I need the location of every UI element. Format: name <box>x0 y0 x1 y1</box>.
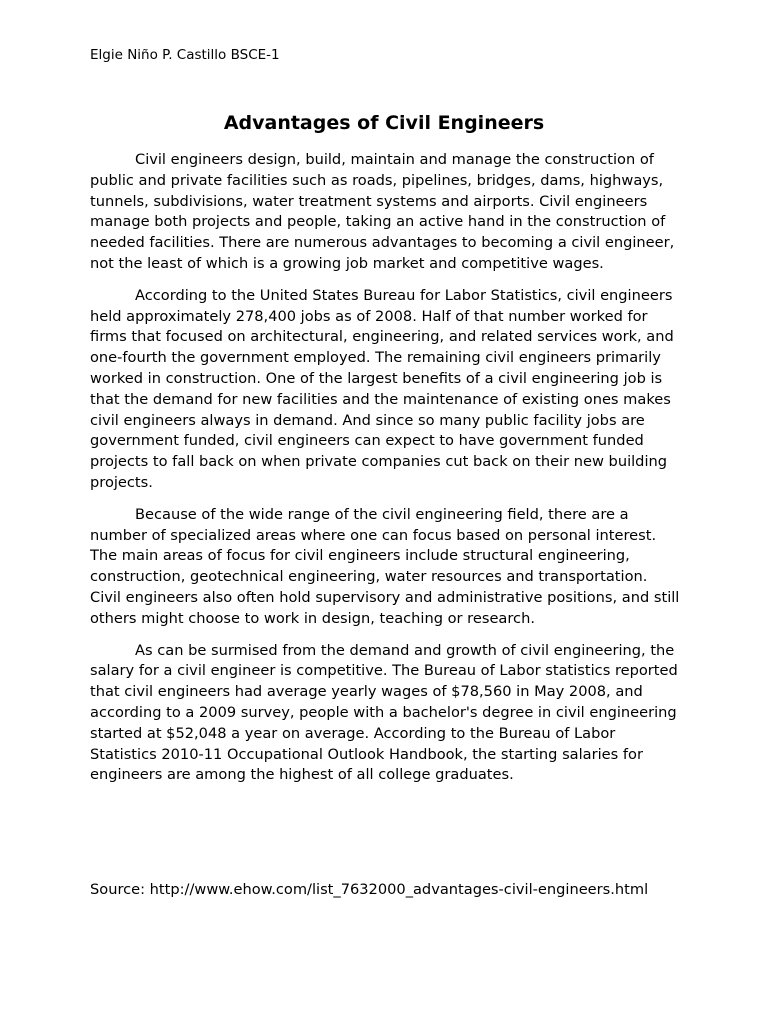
document-body <box>90 150 682 797</box>
paragraph-salary: As can be surmised from the demand and growth of civil engineering, the salary for a civil engineer is competitive. The Bureau of Labor statistics reported that civil engineers had average yearly wages of $78,560 in May 2008, and according to a 2009 survey, people with a bachelor's degree in civil engineering started at $52,048 a year on average. According to the Bureau of Labor Statistics 2010-11 Occupational Outlook Handbook, the starting salaries for engineers are among the highest of all college graduates. <box>90 641 678 784</box>
source-citation: Source: http://www.ehow.com/list_7632000_advantages-civil-engineers.html <box>90 881 649 898</box>
paragraph-specializations: Because of the wide range of the civil engineering field, there are a number of specialized areas where one can focus based on personal interest. The main areas of focus for civil engineers include structural engineering, construction, geotechnical engineering, water resources and transportation. Civil engineers also often hold supervisory and administrative positions, and still others might choose to work in design, teaching or research. <box>90 505 680 627</box>
document-title: Advantages of Civil Engineers <box>223 112 545 134</box>
author-line: Elgie Niño P. Castillo BSCE-1 <box>90 47 280 63</box>
paragraph-intro: Civil engineers design, build, maintain and manage the construction of public and private facilities such as roads, pipelines, bridges, dams, highways, tunnels, subdivisions, water treatment systems and airports. Civil engineers manage both projects and people, taking an active hand in the construction of needed facilities. There are numerous advantages to becoming a civil engineer, not the least of which is a growing job market and competitive wages. <box>90 151 675 272</box>
paragraph-employment: According to the United States Bureau for Labor Statistics, civil engineers held approximately 278,400 jobs as of 2008. Half of that number worked for firms that focused on architectural, engineering, and related services work, and one-fourth the government employed. The remaining civil engineers primarily worked in construction. One of the largest benefits of a civil engineering job is that the demand for new facilities and the maintenance of existing ones makes civil engineers always in demand. And since so many public facility jobs are government funded, civil engineers can expect to have government funded projects to fall back on when private companies cut back on their new building projects. <box>90 286 674 491</box>
